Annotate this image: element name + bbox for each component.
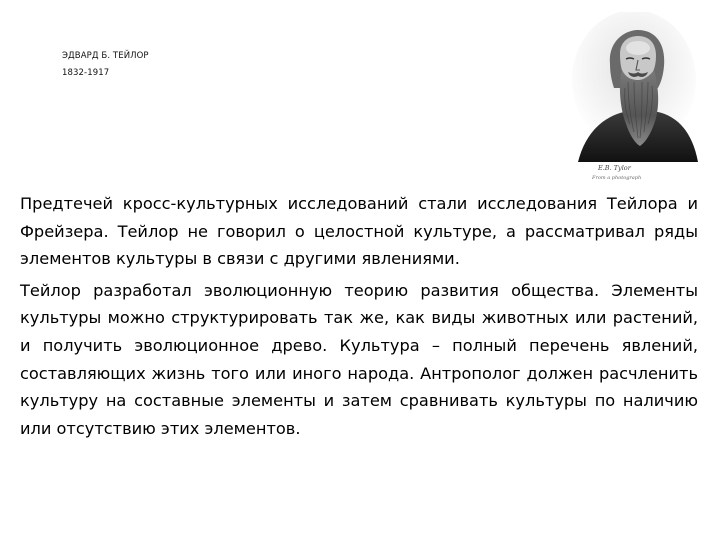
- portrait-caption: [62, 48, 149, 82]
- portrait-imprint: From a photograph: [592, 175, 642, 181]
- body-text: [20, 190, 698, 446]
- caption-years: 1832-1917: [62, 68, 110, 78]
- portrait-engraving: [568, 12, 698, 188]
- paragraph-2: Тейлор разработал эволюционную теорию развития общества. Элементы культуры можно структурировать так же, как виды животных или растений, и получить эволюционное древо. Культура – полный перечень явлений, составляющих жизнь того или иного народа. Антрополог должен расчленить культуру на составные элементы и затем сравнивать культуры по наличию или отсутствию этих элементов.: [20, 280, 698, 438]
- paragraph-1: Предтечей кросс-культурных исследований стали исследования Тейлора и Фрейзера. Тейлор не говорил о целостной культуре, а рассматривал ряды элементов культуры в связи с другими явлениями.: [20, 194, 698, 269]
- caption-name: ЭДВАРД Б. ТЕЙЛОР: [62, 51, 149, 61]
- portrait-signature: E.B. Tylor: [598, 164, 631, 172]
- portrait-image: [568, 12, 698, 188]
